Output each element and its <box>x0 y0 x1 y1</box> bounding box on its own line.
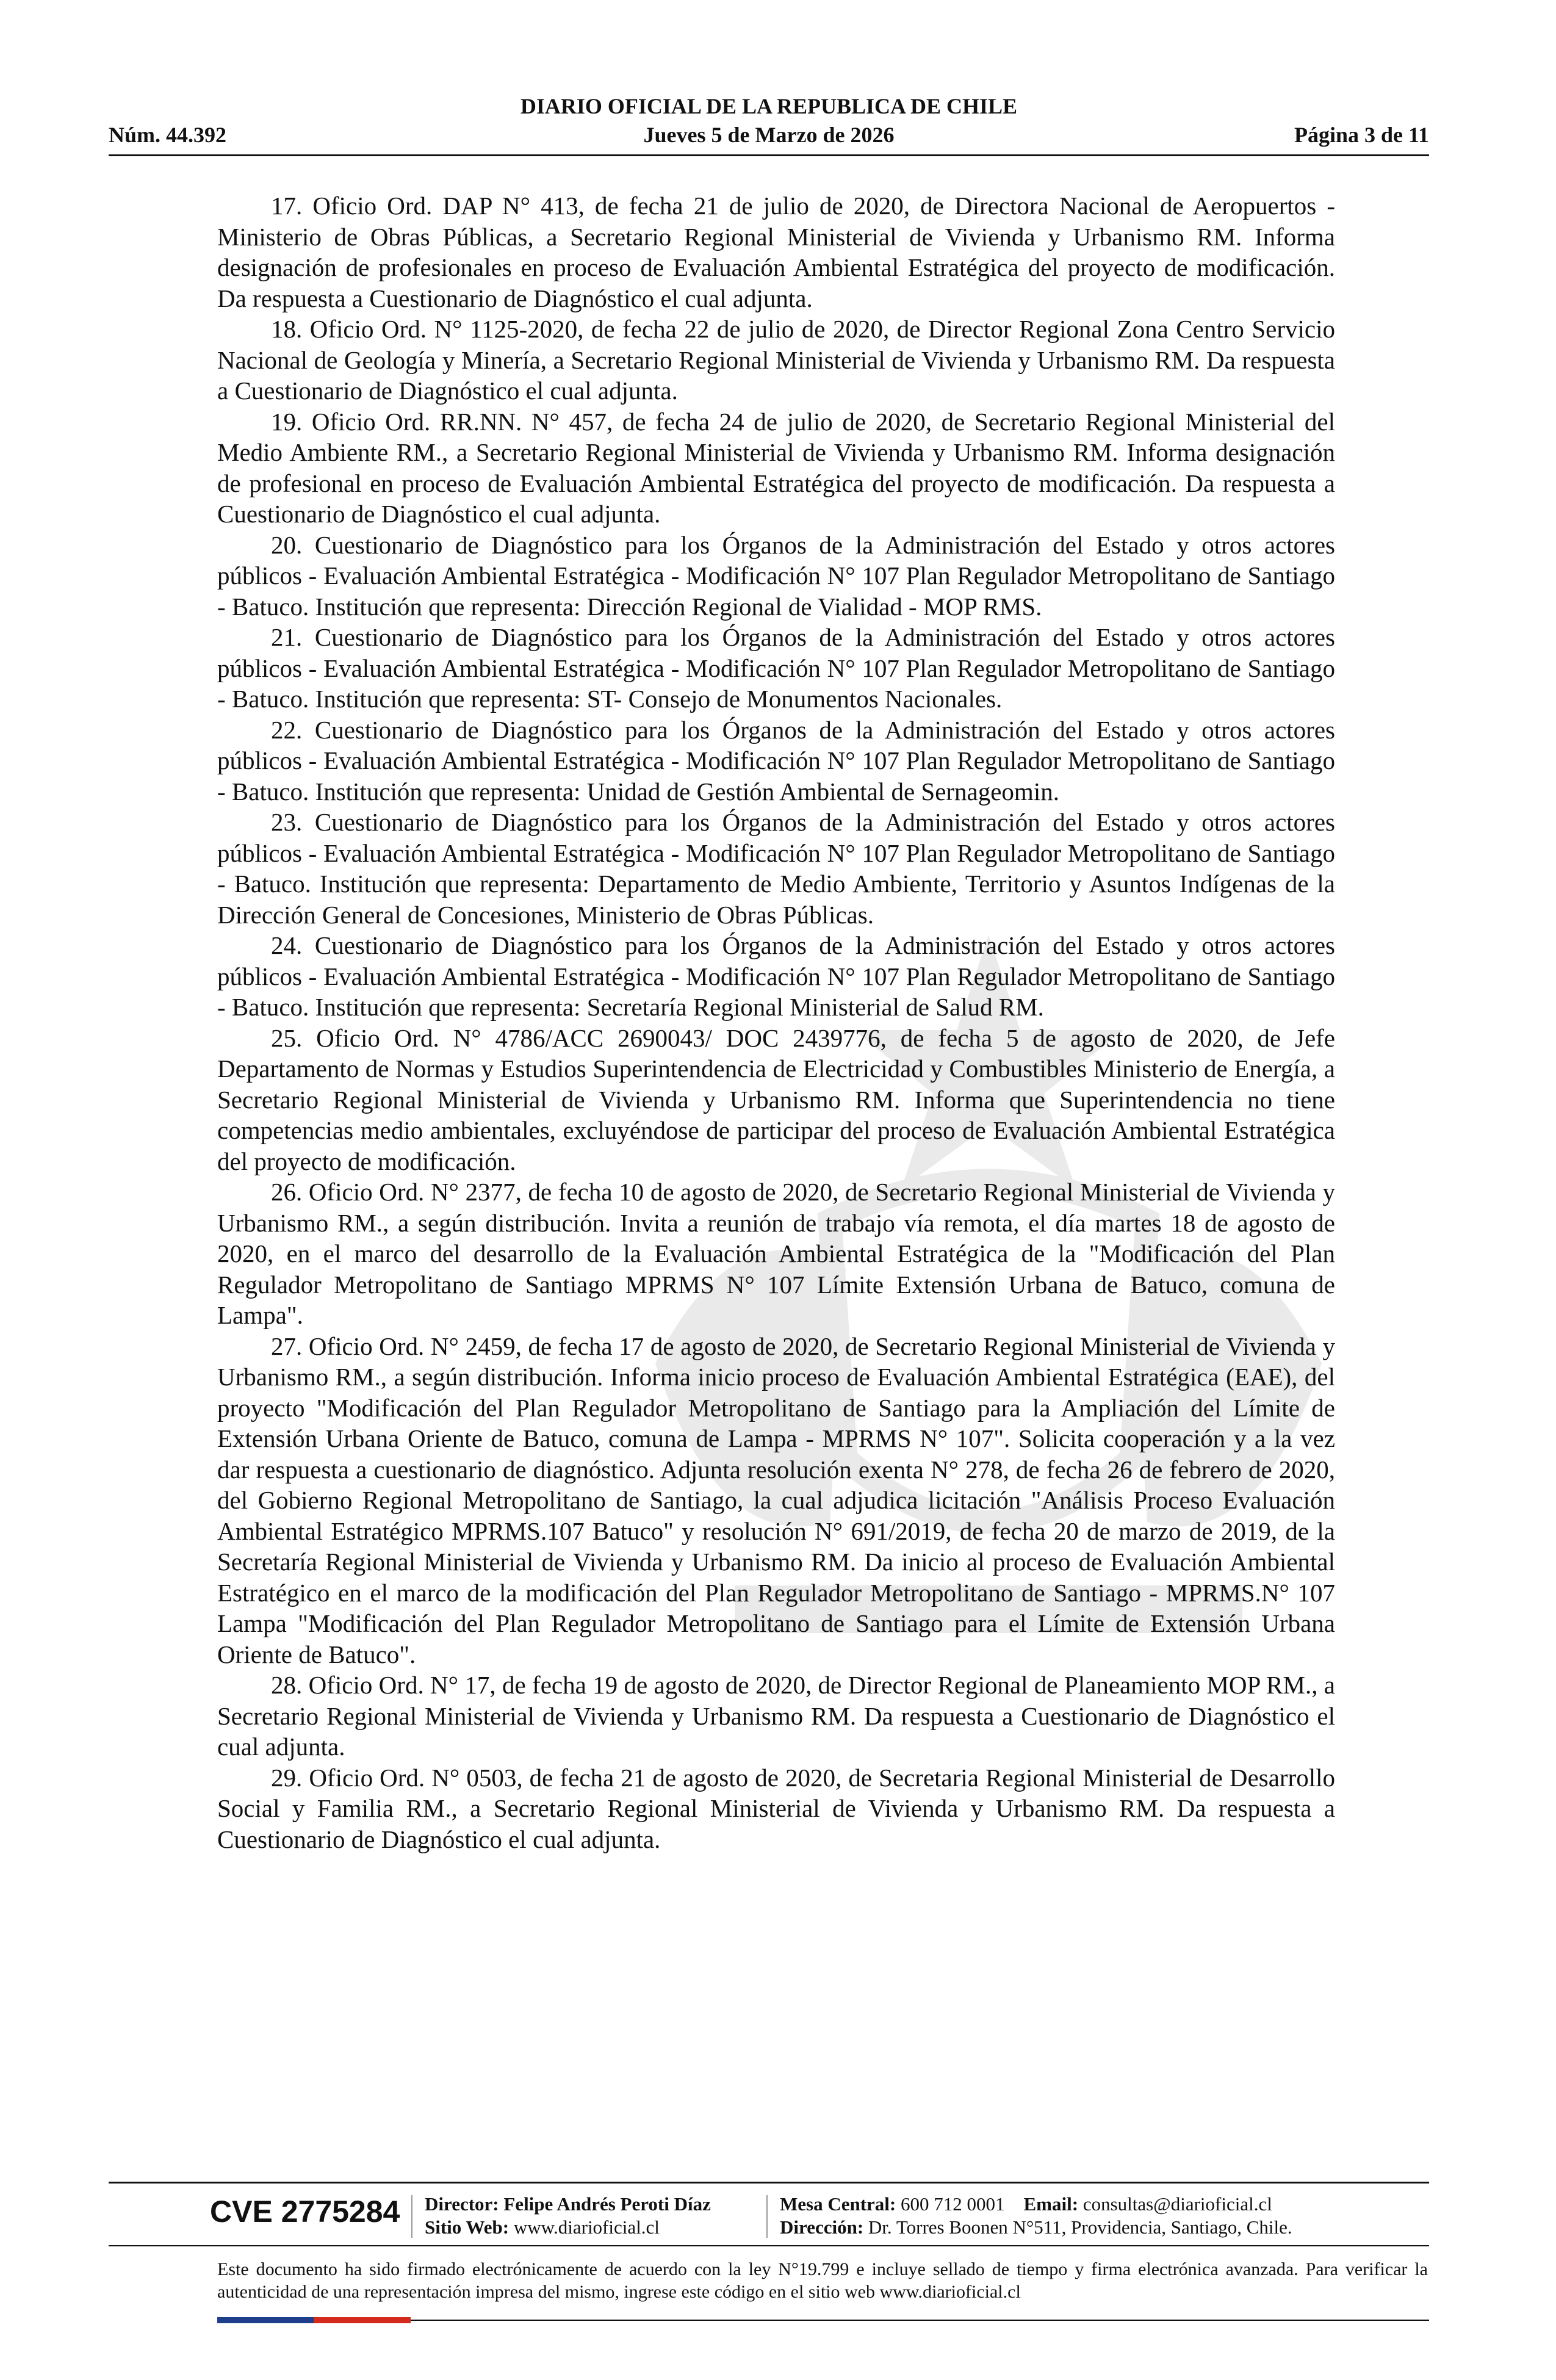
paragraph-26: 26. Oficio Ord. N° 2377, de fecha 10 de agosto de 2020, de Secretario Regional Ministerial de Vivienda y Urbanismo RM., a según distribución. Invita a reunión de trabajo vía remota, el día martes 18 de agosto de 2020, en el marco del desarrollo de la Evaluación Ambiental Estratégica de la "Modificación del Plan Regulador Metropolitano de Santiago MPRMS N° 107 Límite Extensión Urbana de Batuco, comuna de Lampa". <box>217 1178 1335 1329</box>
flag-bar-blue <box>217 2317 314 2323</box>
document-body <box>217 190 1335 1855</box>
footer-separator <box>411 2195 412 2238</box>
cve-code: CVE 2775284 <box>210 2194 400 2229</box>
phone-number: 600 712 0001 <box>901 2193 1005 2215</box>
issue-number: Núm. 44.392 <box>109 123 227 147</box>
footer-contact-block <box>780 2193 1292 2239</box>
footer-divider-top <box>109 2182 1429 2183</box>
footer-director-block <box>425 2193 711 2239</box>
paragraph-24: 24. Cuestionario de Diagnóstico para los Órganos de la Administración del Estado y otros actores públicos - Evaluación Ambiental Estratégica - Modificación N° 107 Plan Regulador Metropolitano de Santiago - Batuco. Institución que representa: Secretaría Regional Ministerial de Salud RM. <box>217 931 1335 1021</box>
page-header <box>109 93 1429 160</box>
phone-label: Mesa Central: <box>780 2193 896 2215</box>
director-label: Director: <box>425 2193 499 2215</box>
footer-separator <box>766 2195 768 2238</box>
paragraph-27: 27. Oficio Ord. N° 2459, de fecha 17 de agosto de 2020, de Secretario Regional Ministerial de Vivienda y Urbanismo RM., a según distribución. Informa inicio proceso de Evaluación Ambiental Estratégica (EAE), del proyecto "Modificación del Plan Regulador Metropolitano de Santiago para la Ampliación del Límite de Extensión Urbana Oriente de Batuco, comuna de Lampa - MPRMS N° 107". Solicita cooperación y a la vez dar respuesta a cuestionario de diagnóstico. Adjunta resolución exenta N° 278, de fecha 26 de febrero de 2020, del Gobierno Regional Metropolitano de Santiago, la cual adjudica licitación "Análisis Proceso Evaluación Ambiental Estratégico MPRMS.107 Batuco" y resolución N° 691/2019, de fecha 20 de marzo de 2019, de la Secretaría Regional Ministerial de Vivienda y Urbanismo RM. Da inicio al proceso de Evaluación Ambiental Estratégico en el marco de la modificación del Plan Regulador Metropolitano de Santiago - MPRMS.N° 107 Lampa "Modificación del Plan Regulador Metropolitano de Santiago para el Límite de Extensión Urbana Oriente de Batuco". <box>217 1332 1335 1668</box>
address-value: Dr. Torres Boonen N°511, Providencia, Santiago, Chile. <box>868 2216 1292 2238</box>
publication-title: DIARIO OFICIAL DE LA REPUBLICA DE CHILE <box>520 94 1018 118</box>
issue-date: Jueves 5 de Marzo de 2026 <box>643 123 895 147</box>
address-label: Dirección: <box>780 2216 864 2238</box>
email-link[interactable]: consultas@diarioficial.cl <box>1082 2193 1272 2215</box>
header-divider <box>109 154 1429 156</box>
email-label: Email: <box>1023 2193 1079 2215</box>
website-label: Sitio Web: <box>425 2216 510 2238</box>
page-number: Página 3 de 11 <box>1294 123 1429 147</box>
flag-bar-red <box>314 2317 411 2323</box>
paragraph-28: 28. Oficio Ord. N° 17, de fecha 19 de agosto de 2020, de Director Regional de Planeamiento MOP RM., a Secretario Regional Ministerial de Vivienda y Urbanismo RM. Da respuesta a Cuestionario de Diagnóstico el cual adjunta. <box>217 1671 1335 1761</box>
paragraph-25: 25. Oficio Ord. N° 4786/ACC 2690043/ DOC 2439776, de fecha 5 de agosto de 2020, de Jefe Departamento de Normas y Estudios Superintendencia de Electricidad y Combustibles Ministerio de Energía, a Secretario Regional Ministerial de Vivienda y Urbanismo RM. Informa que Superintendencia no tiene competencias medio ambientales, excluyéndose de participar del proceso de Evaluación Ambiental Estratégica del proyecto de modificación. <box>217 1023 1335 1175</box>
paragraph-23: 23. Cuestionario de Diagnóstico para los Órganos de la Administración del Estado y otros actores públicos - Evaluación Ambiental Estratégica - Modificación N° 107 Plan Regulador Metropolitano de Santiago - Batuco. Institución que representa: Departamento de Medio Ambiente, Territorio y Asuntos Indígenas de la Dirección General de Concesiones, Ministerio de Obras Públicas. <box>217 808 1335 929</box>
paragraph-20: 20. Cuestionario de Diagnóstico para los Órganos de la Administración del Estado y otros actores públicos - Evaluación Ambiental Estratégica - Modificación N° 107 Plan Regulador Metropolitano de Santiago - Batuco. Institución que representa: Dirección Regional de Vialidad - MOP RMS. <box>217 530 1335 621</box>
footer-divider-middle <box>109 2245 1429 2246</box>
paragraph-18: 18. Oficio Ord. N° 1125-2020, de fecha 22 de julio de 2020, de Director Regional Zona Centro Servicio Nacional de Geología y Minería, a Secretario Regional Ministerial de Vivienda y Urbanismo RM. Da respuesta a Cuestionario de Diagnóstico el cual adjunta. <box>217 315 1335 405</box>
paragraph-21: 21. Cuestionario de Diagnóstico para los Órganos de la Administración del Estado y otros actores públicos - Evaluación Ambiental Estratégica - Modificación N° 107 Plan Regulador Metropolitano de Santiago - Batuco. Institución que representa: ST- Consejo de Monumentos Nacionales. <box>217 623 1335 713</box>
paragraph-17: 17. Oficio Ord. DAP N° 413, de fecha 21 de julio de 2020, de Directora Nacional de Aeropuertos - Ministerio de Obras Públicas, a Secretario Regional Ministerial de Vivienda y Urbanismo RM. Informa designación de profesionales en proceso de Evaluación Ambiental Estratégica del proyecto de modificación. Da respuesta a Cuestionario de Diagnóstico el cual adjunta. <box>217 192 1335 312</box>
director-name: Felipe Andrés Peroti Díaz <box>503 2193 711 2215</box>
footer-divider-bottom <box>411 2320 1429 2321</box>
website-link[interactable]: www.diarioficial.cl <box>513 2216 660 2238</box>
header-info-row <box>109 122 1429 153</box>
paragraph-22: 22. Cuestionario de Diagnóstico para los Órganos de la Administración del Estado y otros actores públicos - Evaluación Ambiental Estratégica - Modificación N° 107 Plan Regulador Metropolitano de Santiago - Batuco. Institución que representa: Unidad de Gestión Ambiental de Sernageomin. <box>217 715 1335 806</box>
paragraph-19: 19. Oficio Ord. RR.NN. N° 457, de fecha 24 de julio de 2020, de Secretario Regional Ministerial del Medio Ambiente RM., a Secretario Regional Ministerial de Vivienda y Urbanismo RM. Informa designación de profesional en proceso de Evaluación Ambiental Estratégica del proyecto de modificación. Da respuesta a Cuestionario de Diagnóstico el cual adjunta. <box>217 407 1335 528</box>
flag-color-bar <box>217 2317 411 2323</box>
paragraph-29: 29. Oficio Ord. N° 0503, de fecha 21 de agosto de 2020, de Secretaria Regional Ministerial de Desarrollo Social y Familia RM., a Secretario Regional Ministerial de Vivienda y Urbanismo RM. Da respuesta a Cuestionario de Diagnóstico el cual adjunta. <box>217 1763 1335 1853</box>
legal-notice: Este documento ha sido firmado electrónicamente de acuerdo con la ley N°19.799 e incluye sellado de tiempo y firma electrónica avanzada. Para verificar la autenticidad de una representación impresa del mismo, ingrese este código en el sitio web www.diarioficial.cl <box>217 2259 1428 2302</box>
